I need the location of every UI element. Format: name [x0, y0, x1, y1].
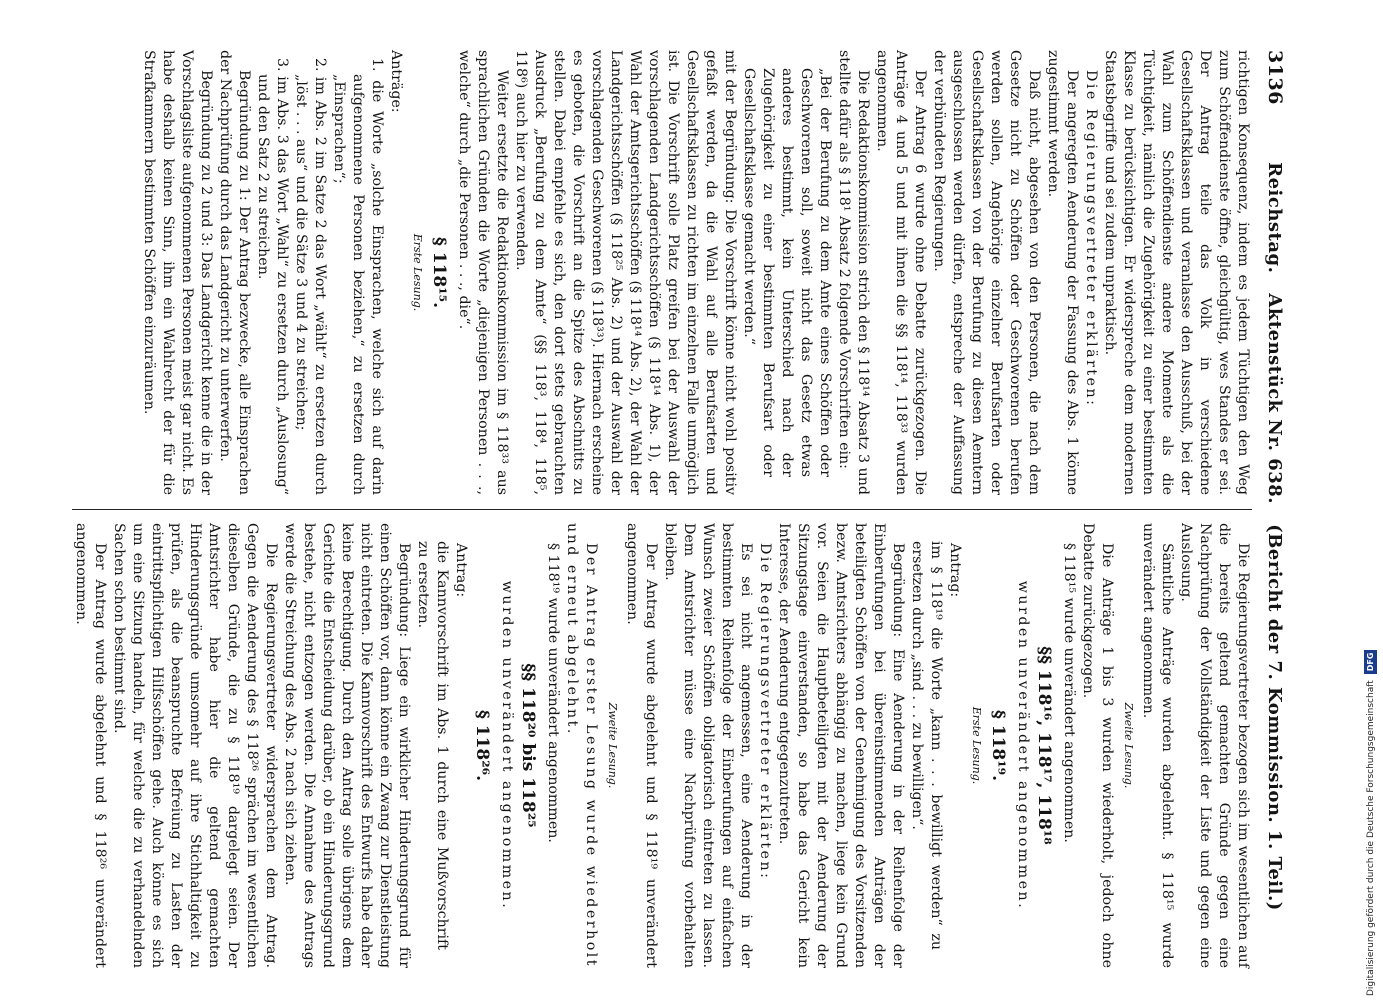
paragraph: Begründung zu 1: Der Antrag bezwecke, alle Einsprachen der Nachprüfung durch das Landgericht zu unterwerfen.	[217, 50, 252, 495]
section-heading: § 118²⁶.	[472, 709, 492, 782]
paragraph: mit der Begründung: Die Vorschrift könne nicht wohl positiv gefaßt werden, da die Wahl auf alle Berufsarten und Gesellschaftsklassen zu richten im einzelnen Falle unmöglich ist. Die Vorschrift solle Platz greifen bei der Auswahl der vorschlagenden Landgerichtsschöffen (§ 118¹⁴ Abs. 1), der Wahl der Amtsgerichtsschöffen (§ 118¹⁴ Abs. 2), der Wahl der Landgerichtsschöffen (§ 118²⁵ Abs. 2) und der Auswahl der vorschlagenden Geschworenen (§ 118³³). Hiernach erscheine es geboten, die Vorschrift an die Spitze des Abschnitts zu stellen. Dabei empfehle es sich, den dort stets gebrauchten Ausdruck „Berufung zu dem Amte“ (§§ 118³, 118⁴, 118⁵, 118⁶) auch hier zu verwenden.	[513, 50, 738, 495]
reading-label: Erste Lesung.	[970, 706, 983, 785]
text-columns	[72, 50, 1252, 968]
reading-label: Zweite Lesung.	[1122, 702, 1135, 789]
quoted-provision: „Bei der Berufung zu dem Amte eines Schöffen oder Geschworenen soll, soweit nicht das Gesetz etwas anderes bestimmt, kein Unterschied nach der Zugehörigkeit zu einer bestimmten Berufsart oder Gesellschaftsklasse gemacht werden.“	[741, 68, 833, 477]
paragraph: Der Antrag 6 wurde ohne Debatte zurückgezogen. Die Anträge 4 und 5 und mit ihnen die §§ 118¹⁴, 118³³ wurden angenommen.	[874, 50, 928, 495]
paragraph: wurden unverändert angenommen.	[1015, 580, 1031, 911]
motion-label: Antrag:	[947, 543, 963, 598]
paragraph: wurden unverändert angenommen.	[499, 580, 515, 911]
left-column	[72, 50, 1252, 509]
motion-text: im § 118¹⁹ die Worte „kann . . . bewilligt werden“ zu ersetzen durch „sind . . . zu bewilligen“.	[909, 541, 944, 950]
section-heading: § 118¹⁵.	[429, 236, 449, 309]
paragraph: Die Regierungsvertreter bezogen sich im wesentlichen auf die bereits geltend gemachten Gründe gegen eine Nachprüfung der Vollständigkeit der Liste und gegen eine Auslosung.	[1178, 523, 1251, 968]
paragraph: Der Antrag erster Lesung wurde wiederholt und erneut abgelehnt.	[564, 523, 599, 968]
motions-label: Anträge:	[388, 50, 404, 113]
paragraph: Die Regierungsvertreter widersprachen dem Antrag. Gegen die Aenderung des § 118²⁶ sprächen im wesentlichen dieselben Gründe, die zu § 118¹⁹ dargelegt seien. Der Amtsrichter habe hier die geltend gemachten Hinderungsgründe umsomehr auf ihre Stichhaltigkeit zu prüfen, als die beanspruchte Befreiung zu Lasten der eintrittspflichtigen Hilfsschöffen gehe. Auch könne es sich um eine Sitzung handeln, für welche die zu verhandelnden Sachen schon bestimmt sind.	[111, 523, 279, 968]
paragraph: Die Redaktionskommission strich den § 118¹⁴ Absatz 3 und stellte dafür als § 118¹ Absatz 2 folgende Vorschriften ein:	[836, 50, 871, 495]
header-title	[1264, 105, 1285, 968]
column-divider	[72, 509, 1252, 510]
right-column	[72, 509, 1252, 968]
page-number: 3136	[1264, 50, 1286, 105]
motion-item: 1. die Worte „solche Einsprachen, welche sich auf darin aufgenommene Personen beziehen,“ zu ersetzen durch „Einsprachen“;	[331, 58, 385, 495]
motion-label: Antrag:	[453, 543, 469, 598]
paragraph: Der Antrag wurde abgelehnt und § 118²⁶ unverändert angenommen.	[73, 523, 108, 968]
document-page	[10, 0, 1300, 1000]
reading-label: Erste Lesung.	[411, 233, 424, 312]
section-heading: §§ 118¹⁶, 118¹⁷, 118¹⁸	[1034, 646, 1054, 845]
paragraph: Der angeregten Aenderung der Fassung des Abs. 1 könne zugestimmt werden.	[1045, 50, 1080, 495]
paragraph: Die Regierungsvertreter erklärten:	[757, 543, 773, 881]
paragraph: richtigen Konsequenz, indem es jedem Tüchtigen den Weg zum Schöffendienste öffne, gleichgültig, wes Standes er sei. Der Antrag teile das Volk in verschiedene Gesellschaftsklassen und veranlasse den Ausschuß, bei der Wahl zum Schöffendienste andere Momente als die Tüchtigkeit, nämlich die Zugehörigkeit zu einer bestimmten Klasse zu berücksichtigen. Er widerspreche dem modernen Staatsbegriffe und sei zudem unpraktisch.	[1102, 50, 1251, 495]
motion-item: 3. im Abs. 3 das Wort „Wahl“ zu ersetzen durch „Auslosung“ und den Satz 2 zu streichen.	[255, 58, 290, 495]
dfg-logo: DFG	[1364, 650, 1377, 675]
paragraph: Begründung: Eine Aenderung in der Reihenfolge der Einberufungen bei übereinstimmenden Anträgen der beteiligten Schöffen von der Genehmigung des Vorsitzenden bezw. Amtsrichters abhängig zu machen, liege kein Grund vor. Seien die Hauptbeteiligten mit der Aenderung der Sitzungstage einverstanden, so habe das Gericht kein Interesse, der Aenderung entgegenzutreten.	[776, 523, 906, 968]
motion-text: die Kannvorschrift im Abs. 1 durch eine Mußvorschrift zu ersetzen.	[415, 541, 450, 950]
section-heading: § 118¹⁹.	[988, 709, 1008, 782]
header-report: (Bericht der 7. Kommission. 1. Teil.)	[1264, 524, 1285, 911]
paragraph: Weiter ersetzte die Redaktionskommission im § 118³³ aus sprachlichen Gründen die Worte „diejenigen Personen . . ., welche“ durch „die Personen . . ., die“.	[456, 50, 510, 495]
paragraph: Die Anträge 1 bis 3 wurden wiederholt, jedoch ohne Debatte zurückgezogen.	[1080, 523, 1115, 968]
paragraph: Begründung: Liege ein wirklicher Hinderungsgrund für einen Schöffen vor, dann könne ein Zwang zur Dienstleistung nicht eintreten. Die Kannvorschrift des Entwurfs habe daher keine Berechtigung. Durch den Antrag solle übrigens dem Gerichte die Entscheidung darüber, ob ein Hinderungsgrund bestehe, nicht entzogen werden. Die Annahme des Antrags werde die Streichung des Abs. 2 nach sich ziehen.	[282, 523, 412, 968]
paragraph: Der Antrag wurde abgelehnt und § 118¹⁹ unverändert angenommen.	[624, 523, 659, 968]
paragraph: Die Regierungsvertreter erklärten:	[1083, 70, 1099, 408]
paragraph: Sämtliche Anträge wurden abgelehnt. § 118¹⁵ wurde unverändert angenommen.	[1140, 523, 1175, 968]
page-header	[1258, 50, 1286, 968]
header-institution: Reichstag.	[1264, 162, 1285, 274]
header-document: Aktenstück Nr. 638.	[1264, 293, 1285, 505]
motion-item: 2. im Abs. 2 im Satze 2 das Wort „wählt“ zu ersetzen durch „löst . . . aus“ und die Sätze 3 und 4 zu streichen;	[293, 58, 328, 495]
digitization-note	[1364, 650, 1377, 996]
paragraph: § 118¹⁹ wurde unverändert angenommen.	[545, 543, 561, 843]
reading-label: Zweite Lesung.	[606, 702, 619, 789]
section-heading: §§ 118²⁰ bis 118²⁵	[518, 663, 538, 828]
paragraph: Es sei nicht angemessen, eine Aenderung in der bestimmten Reihenfolge der Einberufungen auf einfachen Wunsch zweier Schöffen obligatorisch eintreten zu lassen. Dem Amtsrichter müsse eine Nachprüfung vorbehalten bleiben.	[662, 523, 754, 968]
paragraph: Daß nicht, abgesehen von den Personen, die nach dem Gesetze nicht zu Schöffen oder Geschworenen berufen werden sollen, Angehörige einzelner Berufsarten oder Gesellschaftsklassen von der Berufung zu diesen Aemtern ausgeschlossen werden dürfen, entspreche der Auffassung der verbündeten Regierungen.	[931, 50, 1042, 495]
paragraph: Begründung zu 2 und 3: Das Landgericht kenne die in der Vorschlagsliste aufgenommenen Personen meist gar nicht. Es habe deshalb keinen Sinn, ihm ein Wahlrecht der für die Strafkammern bestimmten Schöffen einzuräumen.	[141, 50, 214, 495]
paragraph: § 118¹⁵ wurde unverändert angenommen.	[1061, 543, 1077, 843]
funding-note-text: Digitalisierung gefördert durch die Deutsche Forschungsgemeinschaft	[1365, 680, 1376, 996]
